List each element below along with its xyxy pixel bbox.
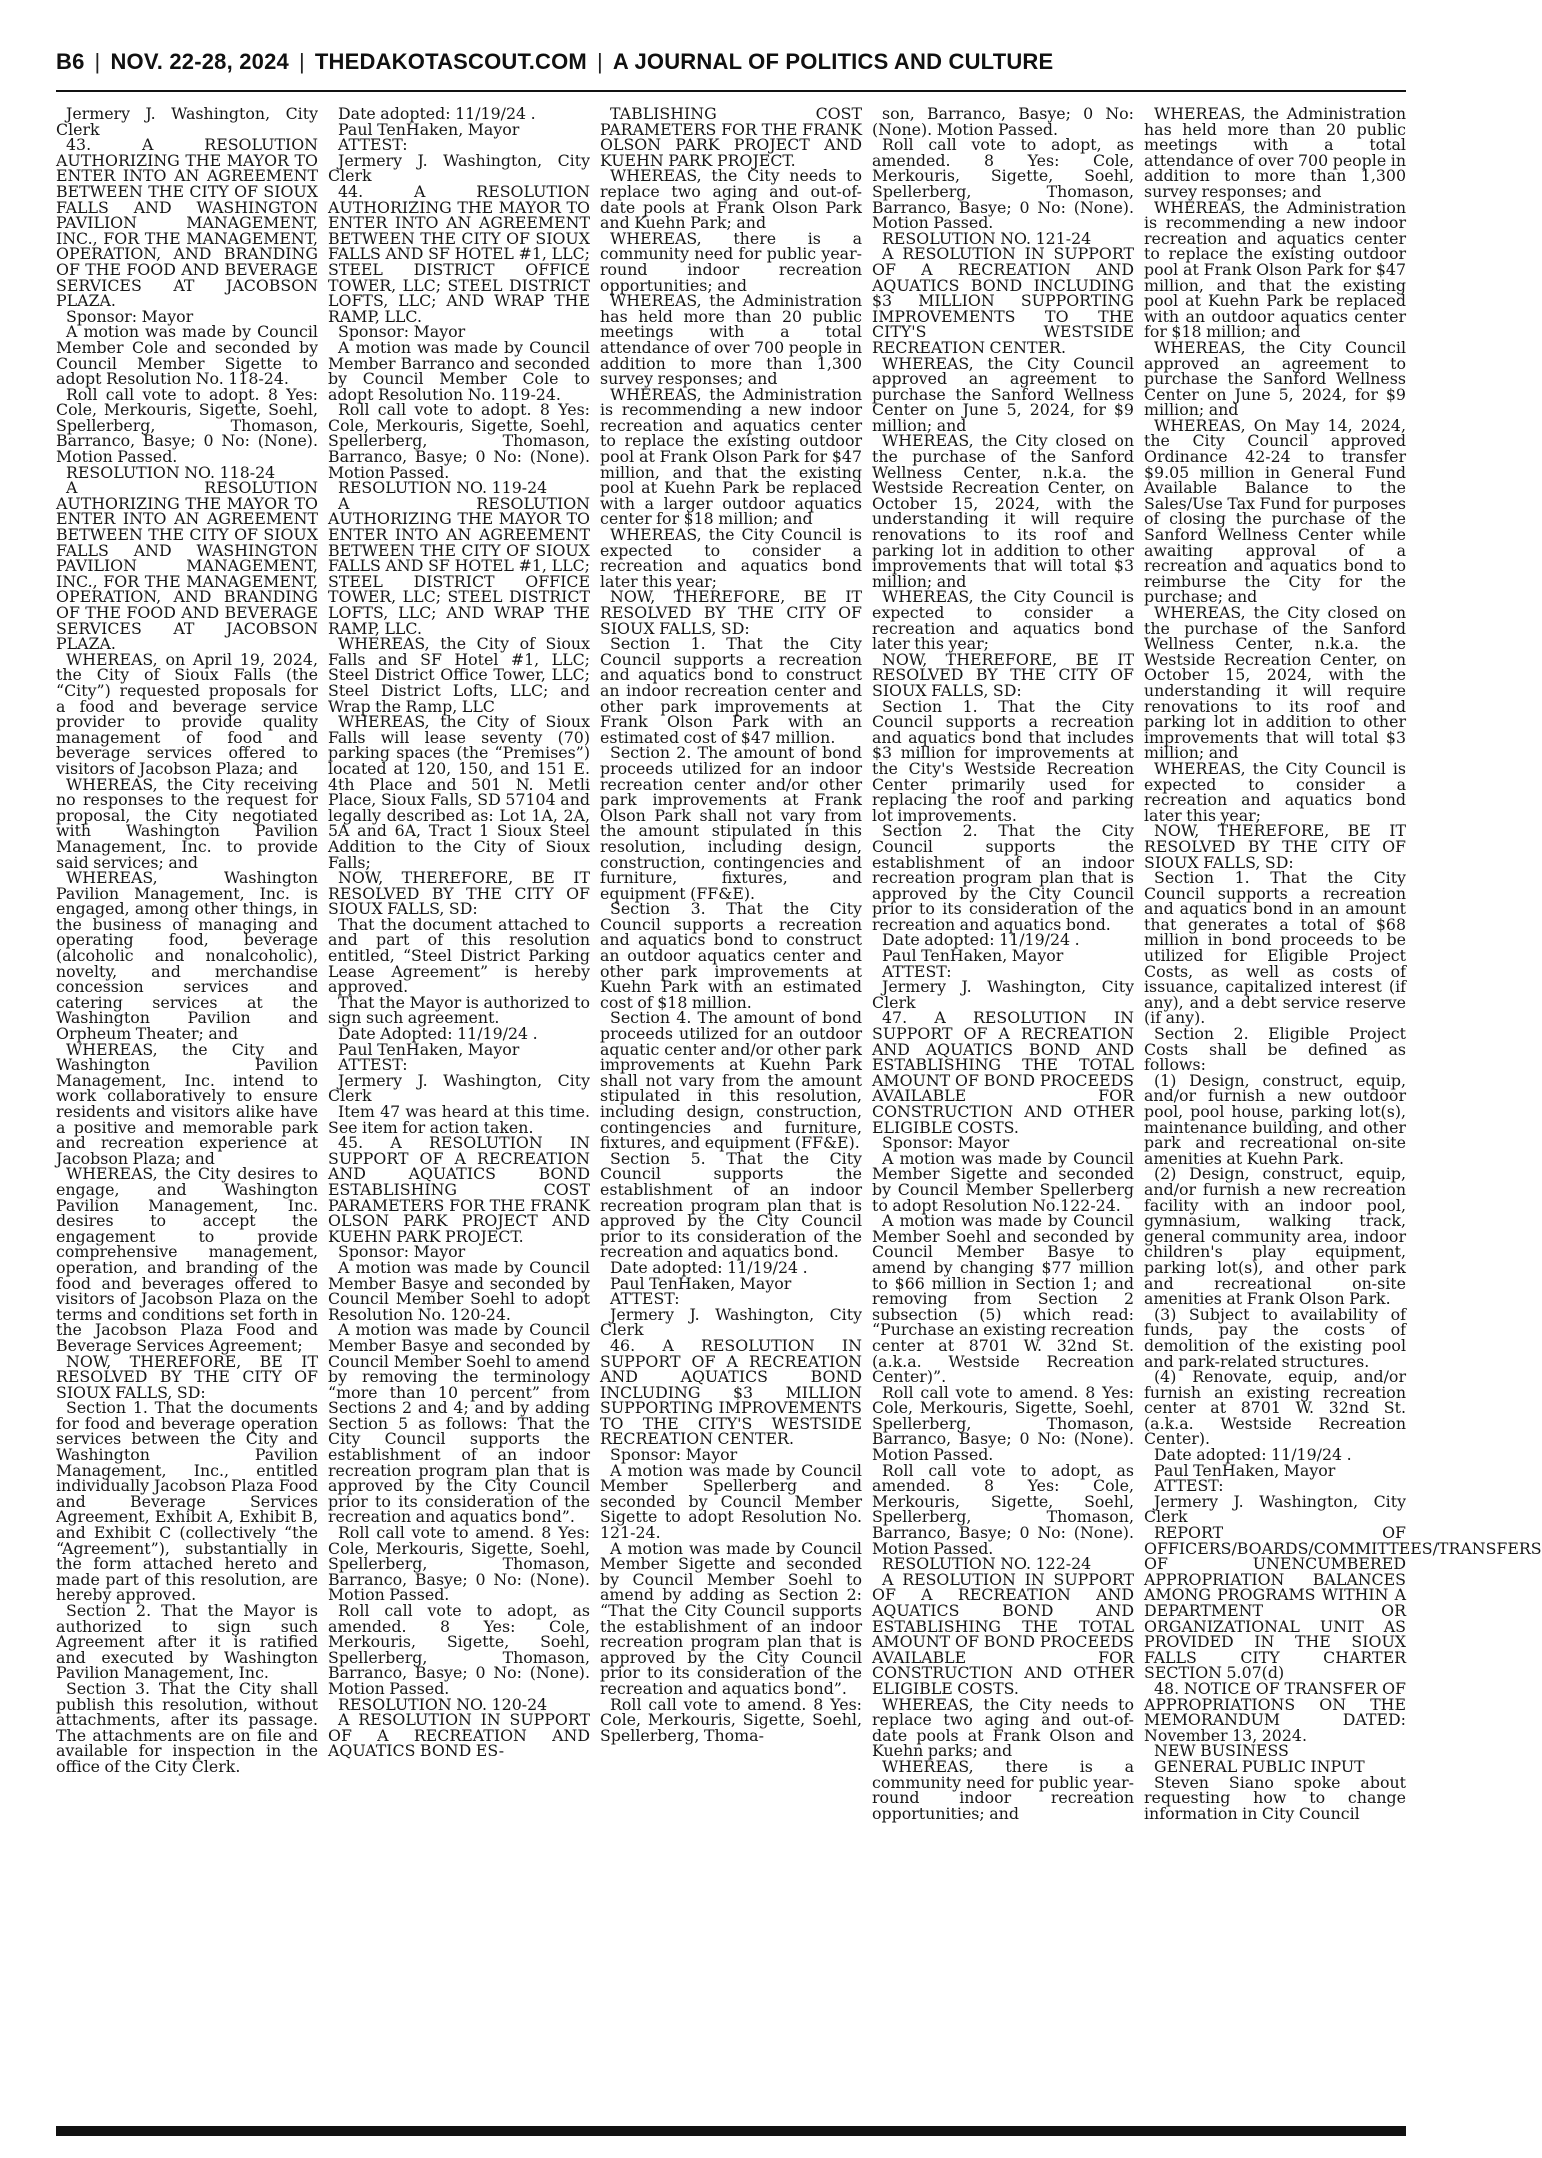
column-paragraph: That the Mayor is authorized to sign such agreement. (328, 992, 590, 1028)
page-masthead (56, 44, 1406, 80)
column-paragraph: Section 1. That the City Council supports a recreation and aquatics bond to construct an indoor recreation center and other park improvements at Frank Olson Park with an estimated cost of $47 million. (600, 634, 862, 747)
column-paragraph: Section 1. That the documents for food and beverage operation services between the City and Washington Pavilion Management, Inc., entitled individually Jacobson Plaza Food and Beverage Services Agreement, Exhibit A, Exhibit B, and Exhibit C (collectively “the “Agreement”), substantially in the form attached hereto and made part of this resolution, are hereby approved. (56, 1398, 318, 1605)
issue-date: NOV. 22-28, 2024 (110, 49, 289, 74)
text-column-4 (872, 106, 1134, 2116)
text-column-5 (1144, 104, 1542, 2116)
column-paragraph: WHEREAS, the City Council approved an agreement to purchase the Sanford Wellness Center on June 5, 2024, for $9 million; and (1144, 337, 1406, 420)
column-paragraph: REPORT OF OFFICERS/BOARDS/COMMITTEES/TRANSFERS OF UNENCUMBERED APPROPRIATION BALANCES AMONG PROGRAMS WITHIN A DEPARTMENT OR ORGANIZATIONAL UNIT AS PROVIDED IN THE SIOUX FALLS CITY CHARTER SECTION 5.07(d) (1144, 1523, 1542, 1683)
column-paragraph: A motion was made by Council Member Barranco and seconded by Council Member Cole to adopt Resolution No. 119-24. (328, 337, 590, 404)
column-paragraph: WHEREAS, the City Council is expected to consider a recreation and aquatics bond later this year; (600, 525, 862, 591)
article-columns (56, 104, 1542, 2116)
column-paragraph: Item 47 was heard at this time. See item for action taken. (328, 1102, 590, 1137)
column-paragraph: RESOLUTION NO. 119-24 (338, 478, 548, 498)
page-number: B6 (56, 49, 85, 74)
masthead-separator: | (596, 49, 603, 74)
column-paragraph: WHEREAS, the City desires to engage, and Washington Pavilion Management, Inc. desires to accept the engagement to provide comprehensive management, operation, and branding of the food and beverages offered to visitors of Jacobson Plaza on the terms and conditions set forth in the Jacobson Plaza Food and Beverage Services Agreement; (56, 1164, 318, 1355)
column-paragraph: A motion was made by Council Member Cole and seconded by Council Member Sigette to adopt Resolution No. 118-24. (56, 322, 318, 389)
column-paragraph: ATTEST: (882, 961, 952, 981)
column-paragraph: Section 2. That the City Council supports the establishment of an indoor recreation program plan that is approved by the City Council prior to its consideration of the recreation and aquatics bond. (872, 821, 1134, 934)
column-paragraph: Paul TenHaken, Mayor (882, 946, 1064, 966)
column-paragraph: Roll call vote to amend. 8 Yes: Cole, Merkouris, Sigette, Soehl, Spellerberg, Thomason, Barranco, Basye; 0 No: (None). Motion Passed. (328, 1523, 590, 1605)
column-paragraph: WHEREAS, the City of Sioux Falls will lease seventy (70) parking spaces (the “Premises”) located at 120, 150, and 151 E. 4th Place and 501 N. Metli Place, Sioux Falls, SD 57104 and legally described as: Lot 1A, 2A, 5A and 6A, Tract 1 Sioux Steel Addition to the City of Sioux Falls; (328, 712, 590, 872)
column-paragraph: Jermery J. Washington, City Clerk (56, 104, 318, 139)
column-paragraph: WHEREAS, the City receiving no responses to the request for proposal, the City negotiated with Washington Pavilion Management, Inc. to provide said services; and (56, 774, 318, 872)
masthead-separator: | (94, 49, 101, 74)
column-paragraph: Paul TenHaken, Mayor (338, 1039, 520, 1059)
column-paragraph: Jermery J. Washington, City Clerk (328, 150, 590, 186)
column-paragraph: A RESOLUTION AUTHORIZING THE MAYOR TO ENTER INTO AN AGREEMENT BETWEEN THE CITY OF SIOUX FALLS AND WASHINGTON PAVILION MANAGEMENT, INC., FOR THE MANAGEMENT, OPERATION, AND BRANDING OF THE FOOD AND BEVERAGE SERVICES AT JACOBSON PLAZA. (56, 478, 318, 654)
column-paragraph: Roll call vote to adopt, as amended. 8 Yes: Cole, Merkouris, Sigette, Soehl, Spellerberg, Thomason, Barranco, Basye; 0 No: (None). Motion Passed. (872, 135, 1134, 233)
column-paragraph: WHEREAS, On May 14, 2024, the City Council approved Ordinance 42-24 to transfer $9.05 million in General Fund Available Balance to the Sales/Use Tax Fund for purposes of closing the purchase of the Sanford Wellness Center while awaiting approval of a recreation and aquatics bond to reimburse the City for the purchase; and (1144, 415, 1406, 607)
column-paragraph: Roll call vote to amend. 8 Yes: Cole, Merkouris, Sigette, Soehl, Spellerberg, Thomason, Barranco, Basye; 0 No: (None). Motion Passed. (872, 1382, 1134, 1465)
column-paragraph: WHEREAS, the City needs to replace two aging and out-of-date pools at Frank Olson Park and Kuehn Park; and (600, 166, 862, 233)
column-paragraph: (3) Subject to availability of funds, pay the costs of demolition of the existing pool and park-related structures. (1144, 1304, 1406, 1371)
column-paragraph: Section 2. The amount of bond proceeds utilized for an indoor recreation center and/or other park improvements at Frank Olson Park shall not vary from the amount stipulated in this resolution, including design, construction, contingencies and furniture, fixtures, and equipment (FF&E). (600, 743, 862, 903)
column-paragraph: WHEREAS, there is a community need for public year-round indoor recreation opportunities; and (600, 228, 862, 295)
text-column-3 (600, 106, 862, 2116)
column-paragraph: ATTEST: (1154, 1476, 1224, 1496)
column-paragraph: A RESOLUTION IN SUPPORT OF A RECREATION AND AQUATICS BOND AND ESTABLISHING THE TOTAL AMOUNT OF BOND PROCEEDS AVAILABLE FOR CONSTRUCTION AND OTHER ELIGIBLE COSTS. (872, 1569, 1134, 1698)
column-paragraph: Section 3. That the City shall publish this resolution, without attachments, after its passage. The attachments are on file and available for inspection in the office of the City Clerk. (56, 1678, 318, 1776)
masthead-separator: | (298, 49, 305, 74)
column-paragraph: 47. A RESOLUTION IN SUPPORT OF A RECREATION AND AQUATICS BOND AND ESTABLISHING THE TOTAL AMOUNT OF BOND PROCEEDS AVAILABLE FOR CONSTRUCTION AND OTHER ELIGIBLE COSTS. (872, 1008, 1134, 1137)
column-paragraph: A motion was made by Council Member Soehl and seconded by Council Member Basye to amend by changing $77 million to $66 million in Section 1; and removing from Section 2 subsection (5) which read: “Purchase an existing recreation center at 8701 W. 32nd St. (a.k.a. Westside Recreation Center)”. (872, 1211, 1134, 1387)
column-paragraph: Roll call vote to adopt, as amended. 8 Yes: Cole, Merkouris, Sigette, Soehl, Spellerberg, Thomason, Barranco, Basye; 0 No: (None). Motion Passed. (328, 1601, 590, 1698)
column-paragraph: Section 2. Eligible Project Costs shall be defined as follows: (1144, 1024, 1406, 1075)
column-paragraph: Section 3. That the City Council supports a recreation and aquatics bond to construct an outdoor aquatics center and other park improvements at Kuehn Park with an estimated cost of $18 million. (600, 899, 862, 1012)
column-paragraph: Date adopted: 11/19/24 . (338, 104, 536, 123)
text-column-2 (328, 106, 590, 2116)
column-paragraph: (4) Renovate, equip, and/or furnish an existing recreation center at 8701 W. 32nd St. (a.k.a. Westside Recreation Center). (1144, 1367, 1406, 1449)
header-rule (56, 90, 1406, 92)
column-paragraph: RESOLUTION NO. 120-24 (338, 1694, 548, 1714)
column-paragraph: That the document attached to and part of this resolution entitled, “Steel District Parking Lease Agreement” is hereby approved. (328, 914, 590, 997)
column-paragraph: A motion was made by Council Member Basye and seconded by Council Member Soehl to amend by removing the terminology “more than 10 percent” from Sections 2 and 4; and by adding Section 5 as follows: That the City Council supports the establishment of an indoor recreation program plan that is approved by the City Council prior to its consideration of the recreation and aquatics bond”. (328, 1320, 590, 1527)
column-paragraph: RESOLUTION NO. 118-24 (66, 462, 276, 482)
column-paragraph: Paul TenHaken, Mayor (610, 1273, 792, 1293)
column-paragraph: WHEREAS, the City closed on the purchase of the Sanford Wellness Center, n.k.a. the Westside Recreation Center, on October 15, 2024, with the understanding it will require renovations to its roof and parking lot in addition to other improvements that will total $3 million; and (872, 431, 1134, 591)
column-paragraph: WHEREAS, the City needs to replace two aging and out-of-date pools at Frank Olson and Kuehn parks; and (872, 1694, 1134, 1761)
column-paragraph: (1) Design, construct, equip, and/or furnish a new outdoor pool, pool house, parking lot(s), maintenance building, and other park and recreational on-site amenities at Kuehn Park. (1144, 1070, 1406, 1168)
column-paragraph: WHEREAS, there is a community need for public year-round indoor recreation opportunities; and (872, 1756, 1134, 1823)
column-paragraph: Section 5. That the City Council supports the establishment of an indoor recreation program plan that is approved by the City Council prior to its consideration of the recreation and aquatics bond. (600, 1148, 862, 1262)
column-paragraph: Section 1. That the City Council supports a recreation and aquatics bond in an amount that generates a total of $68 million in bond proceeds to be utilized for Eligible Project Costs, as well as costs of issuance, capitalized interest (if any), and a debt service reserve (if any). (1144, 868, 1406, 1028)
column-paragraph: Roll call vote to adopt, as amended. 8 Yes: Cole, Merkouris, Sigette, Soehl, Spellerberg, Thomason, Barranco, Basye; 0 No: (None). Motion Passed. (872, 1460, 1134, 1558)
column-paragraph: WHEREAS, the Administration is recommending a new indoor recreation and aquatics center to replace the existing outdoor pool at Frank Olson Park for $47 million, and that the existing pool at Kuehn Park be replaced with a larger outdoor aquatics center for $18 million; and (600, 384, 862, 529)
column-paragraph: A motion was made by Council Member Sigette and seconded by Council Member Spellerberg to adopt Resolution No.122-24. (872, 1148, 1134, 1215)
column-paragraph: Date adopted: 11/19/24 . (1154, 1445, 1352, 1465)
column-paragraph: NOW, THEREFORE, BE IT RESOLVED BY THE CITY OF SIOUX FALLS, SD: (600, 587, 862, 638)
column-paragraph: A motion was made by Council Member Basye and seconded by Council Member Soehl to adopt Resolution No. 120-24. (328, 1257, 590, 1324)
column-paragraph: Roll call vote to adopt. 8 Yes: Cole, Merkouris, Sigette, Soehl, Spellerberg, Thomason, Barranco, Basye; 0 No: (None). Motion Passed. (328, 400, 590, 482)
publication-tagline: A JOURNAL OF POLITICS AND CULTURE (612, 49, 1054, 74)
column-paragraph: Roll call vote to adopt. 8 Yes: Cole, Merkouris, Sigette, Soehl, Spellerberg, Thomason, Barranco, Basye; 0 No: (None). Motion Passed. (56, 384, 318, 467)
column-paragraph: NOW, THEREFORE, BE IT RESOLVED BY THE CITY OF SIOUX FALLS, SD: (328, 868, 590, 919)
column-paragraph: WHEREAS, the Administration is recommending a new indoor recreation and aquatics center to replace the existing outdoor pool at Frank Olson Park for $47 million, and that the existing pool at Kuehn Park be replaced with an outdoor aquatics center for $18 million; and (1144, 197, 1406, 342)
column-paragraph: Jermery J. Washington, City Clerk (600, 1304, 862, 1340)
column-paragraph: A motion was made by Council Member Sigette and seconded by Council Member Soehl to amend by adding as Section 2: “That the City Council supports the establishment of an indoor recreation program plan that is approved by the City Council prior to its consideration of the recreation and aquatics bond”. (600, 1538, 862, 1698)
column-paragraph: WHEREAS, Washington Pavilion Management, Inc. is engaged, among other things, in the business of managing and operating food, beverage (alcoholic and nonalcoholic), novelty, and merchandise concession services and catering services at the Washington Pavilion and Orpheum Theater; and (56, 868, 318, 1044)
column-paragraph: Jermery J. Washington, City Clerk (328, 1070, 590, 1106)
column-paragraph: Section 2. That the Mayor is authorized to sign such Agreement after it is ratified and executed by Washington Pavilion Management, Inc. (56, 1601, 318, 1683)
column-paragraph: 43. A RESOLUTION AUTHORIZING THE MAYOR TO ENTER INTO AN AGREEMENT BETWEEN THE CITY OF SIOUX FALLS AND WASHINGTON PAVILION MANAGEMENT, INC., FOR THE MANAGEMENT, OPERATION, AND BRANDING OF THE FOOD AND BEVERAGE SERVICES AT JACOBSON PLAZA. (56, 135, 318, 311)
column-paragraph: WHEREAS, the City closed on the purchase of the Sanford Wellness Center, n.k.a. the Westside Recreation Center, on October 15, 2024, with the understanding it will require renovations to its roof and parking lot in addition to other improvements that will total $3 million; and (1144, 603, 1406, 763)
column-paragraph: NOW, THEREFORE, BE IT RESOLVED BY THE CITY OF SIOUX FALLS, SD: (56, 1351, 318, 1402)
text-column-1 (56, 106, 318, 2116)
column-paragraph: NEW BUSINESS (1154, 1741, 1289, 1761)
column-paragraph: A RESOLUTION IN SUPPORT OF A RECREATION AND AQUATICS BOND INCLUDING $3 MILLION SUPPORTING IMPROVEMENTS TO THE CITY'S WESTSIDE RECREATION CENTER. (872, 244, 1134, 357)
column-paragraph: WHEREAS, the City and Washington Pavilion Management, Inc. intend to work collaboratively to ensure residents and visitors alike have a positive and memorable park and recreation experience at Jacobson Plaza; and (56, 1039, 318, 1168)
column-paragraph: Sponsor: Mayor (66, 306, 194, 326)
column-paragraph: ATTEST: (338, 1055, 408, 1075)
column-paragraph: WHEREAS, the City Council is expected to consider a recreation and aquatics bond later this year; (872, 587, 1134, 654)
column-paragraph: son, Barranco, Basye; 0 No: (None). Motion Passed. (872, 104, 1134, 139)
column-paragraph: RESOLUTION NO. 122-24 (882, 1554, 1092, 1574)
column-paragraph: NOW, THEREFORE, BE IT RESOLVED BY THE CITY OF SIOUX FALLS, SD: (1144, 821, 1406, 872)
column-paragraph: Sponsor: Mayor (338, 1242, 466, 1262)
column-paragraph: WHEREAS, the Administration has held more than 20 public meetings with a total attendance of over 700 people in addition to more than 1,300 survey responses; and (1144, 104, 1406, 201)
column-paragraph: NOW, THEREFORE, BE IT RESOLVED BY THE CITY OF SIOUX FALLS, SD: (872, 649, 1134, 700)
column-paragraph: WHEREAS, the City of Sioux Falls and SF Hotel #1, LLC; Steel District Office Tower, LLC; Steel District Lofts, LLC; and Wrap the Ramp, LLC (328, 634, 590, 716)
column-paragraph: WHEREAS, the Administration has held more than 20 public meetings with a total attendance of over 700 people in addition to more than 1,300 survey responses; and (600, 291, 862, 389)
column-paragraph: Jermery J. Washington, City Clerk (1144, 1491, 1406, 1527)
column-paragraph: GENERAL PUBLIC INPUT (1154, 1756, 1365, 1776)
column-paragraph: Date adopted: 11/19/24 . (882, 930, 1080, 950)
column-paragraph: Date Adopted: 11/19/24 . (338, 1024, 538, 1044)
column-paragraph: ATTEST: (610, 1289, 680, 1309)
column-paragraph: ATTEST: (338, 135, 408, 155)
column-paragraph: WHEREAS, the City Council approved an agreement to purchase the Sanford Wellness Center on June 5, 2024, for $9 million; and (872, 353, 1134, 435)
column-paragraph: 46. A RESOLUTION IN SUPPORT OF A RECREATION AND AQUATICS BOND INCLUDING $3 MILLION SUPPORTING IMPROVEMENTS TO THE CITY'S WESTSIDE RECREATION CENTER. (600, 1335, 862, 1449)
column-paragraph: 45. A RESOLUTION IN SUPPORT OF A RECREATION AND AQUATICS BOND ESTABLISHING COST PARAMETERS FOR THE FRANK OLSON PARK PROJECT AND KUEHN PARK PROJECT. (328, 1133, 590, 1246)
column-paragraph: Paul TenHaken, Mayor (338, 119, 520, 139)
column-paragraph: Section 1. That the City Council supports a recreation and aquatics bond that includes $3 million for improvements at the City's Westside Recreation Center primarily used for replacing the roof and parking lot improvements. (872, 696, 1134, 825)
column-paragraph: A RESOLUTION AUTHORIZING THE MAYOR TO ENTER INTO AN AGREEMENT BETWEEN THE CITY OF SIOUX FALLS AND SF HOTEL #1, LLC; STEEL DISTRICT OFFICE TOWER, LLC; STEEL DISTRICT LOFTS, LLC; AND WRAP THE RAMP, LLC. (328, 493, 590, 638)
column-paragraph: Sponsor: Mayor (338, 322, 466, 342)
column-paragraph: 44. A RESOLUTION AUTHORIZING THE MAYOR TO ENTER INTO AN AGREEMENT BETWEEN THE CITY OF SIOUX FALLS AND SF HOTEL #1, LLC; STEEL DISTRICT OFFICE TOWER, LLC; STEEL DISTRICT LOFTS, LLC; AND WRAP THE RAMP, LLC. (328, 181, 590, 326)
column-paragraph: Section 4. The amount of bond proceeds utilized for an outdoor aquatic center and/or other park improvements at Kuehn Park shall not vary from the amount stipulated in this resolution, including design, construction, contingencies and furniture, fixtures, and equipment (FF&E). (600, 1008, 862, 1153)
column-paragraph: A RESOLUTION IN SUPPORT OF A RECREATION AND AQUATICS BOND ES- (328, 1710, 590, 1761)
column-paragraph: TABLISHING COST PARAMETERS FOR THE FRANK OLSON PARK PROJECT AND KUEHN PARK PROJECT. (600, 104, 862, 170)
column-paragraph: Paul TenHaken, Mayor (1154, 1460, 1336, 1480)
column-paragraph: (2) Design, construct, equip, and/or furnish a new recreation facility with an indoor pool, gymnasium, walking track, general community area, indoor children's play equipment, parking lot(s), and other park and recreational on-site amenities at Frank Olson Park. (1144, 1164, 1406, 1309)
footer-rule (56, 2126, 1406, 2136)
column-paragraph: WHEREAS, the City Council is expected to consider a recreation and aquatics bond later this year; (1144, 758, 1406, 825)
column-paragraph: A motion was made by Council Member Spellerberg and seconded by Council Member Sigette to adopt Resolution No. 121-24. (600, 1460, 862, 1543)
column-paragraph: Steven Siano spoke about requesting how to change information in City Council (1144, 1772, 1406, 1823)
column-paragraph: 48. NOTICE OF TRANSFER OF APPROPRIATIONS ON THE MEMORANDUM DATED: November 13, 2024. (1144, 1678, 1406, 1745)
column-paragraph: Roll call vote to amend. 8 Yes: Cole, Merkouris, Sigette, Soehl, Spellerberg, Thoma- (600, 1694, 862, 1745)
column-paragraph: Sponsor: Mayor (610, 1445, 738, 1465)
column-paragraph: WHEREAS, on April 19, 2024, the City of Sioux Falls (the “City”) requested proposals for a food and beverage service provider to provide quality management of food and beverage services offered to visitors of Jacobson Plaza; and (56, 649, 318, 778)
column-paragraph: Jermery J. Washington, City Clerk (872, 977, 1134, 1012)
column-paragraph: Date adopted: 11/19/24 . (610, 1257, 808, 1277)
site-name: THEDAKOTASCOUT.COM (314, 49, 587, 74)
column-paragraph: Sponsor: Mayor (882, 1133, 1010, 1153)
column-paragraph: RESOLUTION NO. 121-24 (882, 228, 1092, 248)
